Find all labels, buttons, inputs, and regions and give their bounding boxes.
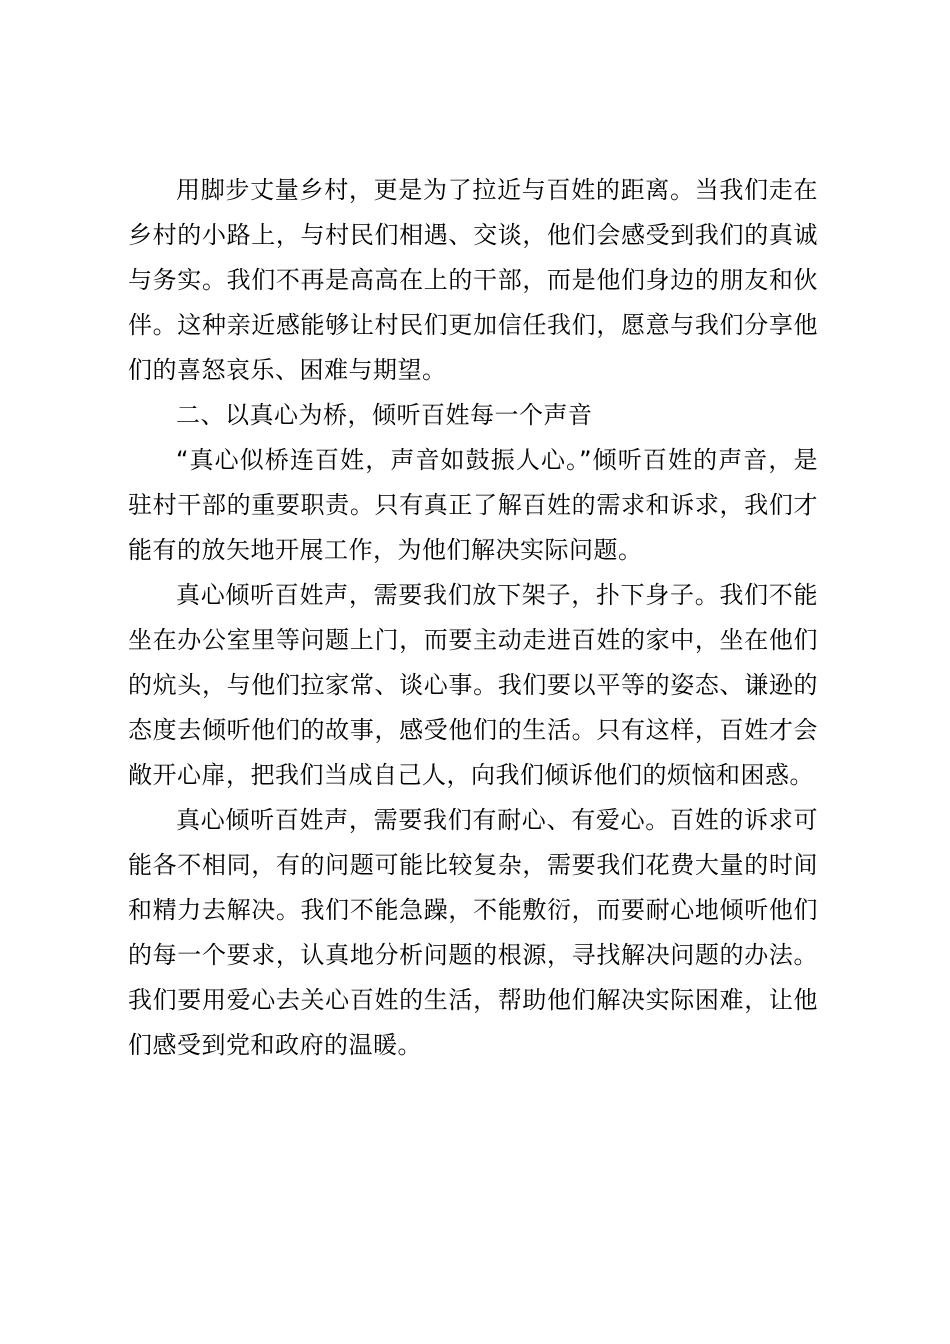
paragraph-2: “真心似桥连百姓，声音如鼓振人心。”倾听百姓的声音，是驻村干部的重要职责。只有真正了解百姓的需求和诉求，我们才能有的放矢地开展工作，为他们解决实际问题。 (128, 446, 818, 564)
document-body (128, 168, 818, 1068)
paragraph-1: 用脚步丈量乡村，更是为了拉近与百姓的距离。当我们走在乡村的小路上，与村民们相遇、交谈，他们会感受到我们的真诚与务实。我们不再是高高在上的干部，而是他们身边的朋友和伙伴。这种亲近感能够让村民们更加信任我们，愿意与我们分享他们的喜怒哀乐、困难与期望。 (128, 176, 818, 384)
paragraph-4: 真心倾听百姓声，需要我们有耐心、有爱心。百姓的诉求可能各不相同，有的问题可能比较复杂，需要我们花费大量的时间和精力去解决。我们不能急躁，不能敷衍，而要耐心地倾听他们的每一个要求，认真地分析问题的根源，寻找解决问题的办法。我们要用爱心去关心百姓的生活，帮助他们解决实际困难，让他们感受到党和政府的温暖。 (128, 806, 818, 1059)
paragraph-3: 真心倾听百姓声，需要我们放下架子，扑下身子。我们不能坐在办公室里等问题上门，而要主动走进百姓的家中，坐在他们的炕头，与他们拉家常、谈心事。我们要以平等的姿态、谦逊的态度去倾听他们的故事，感受他们的生活。只有这样，百姓才会敞开心扉，把我们当成自己人，向我们倾诉他们的烦恼和困惑。 (128, 581, 818, 789)
section-heading: 二、以真心为桥，倾听百姓每一个声音 (176, 401, 593, 429)
